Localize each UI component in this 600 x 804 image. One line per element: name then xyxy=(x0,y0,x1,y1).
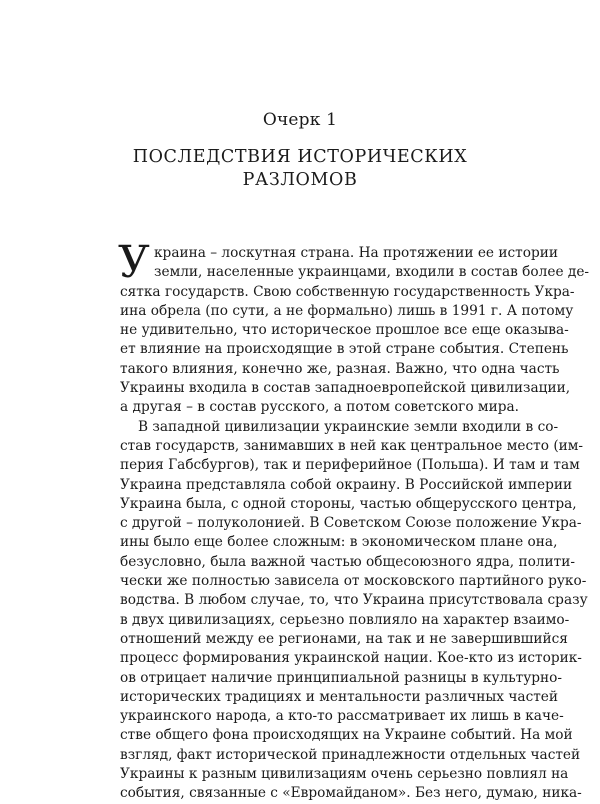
body-text xyxy=(118,237,590,804)
text-line: события, связанные с «Евромайданом». Без него, думаю, ника- xyxy=(120,785,582,802)
text-line: В западной цивилизации украинские земли входили в со- xyxy=(138,418,559,435)
text-line: Украина была, с одной стороны, частью общерусского центра, xyxy=(120,495,577,512)
text-line: не удивительно, что историческое прошлое все еще оказыва- xyxy=(120,322,569,339)
text-line: Украины к разным цивилизациям очень серьезно повлиял на xyxy=(120,766,569,783)
text-line: стве общего фона происходящих на Украине событий. На мой xyxy=(120,727,573,744)
text-line: земли, населенные украинцами, входили в состав более де- xyxy=(154,264,590,281)
first-paragraph-start xyxy=(118,237,590,288)
essay-label: Очерк 1 xyxy=(262,110,338,130)
text-line: отношений между ее регионами, на так и не завершившийся xyxy=(120,630,568,647)
text-line: процесс формирования украинской нации. Кое-кто из историк- xyxy=(120,650,582,667)
text-line: безусловно, была важной частью общесоюзного ядра, полити- xyxy=(120,553,575,570)
text-line: взгляд, факт исторической принадлежности отдельных частей xyxy=(120,746,581,763)
text-line: сятка государств. Свою собственную государственность Укра- xyxy=(120,283,575,300)
text-line: водства. В любом случае, то, что Украина присутствовала сразу xyxy=(120,592,588,609)
text-line: такого влияния, конечно же, разная. Важно, что одна часть xyxy=(120,360,560,377)
chapter-title-line-1: ПОСЛЕДСТВИЯ ИСТОРИЧЕСКИХ xyxy=(132,147,468,167)
text-line: ины было еще более сложным: в экономическом плане она, xyxy=(120,534,558,551)
text-line: перия Габсбургов), так и периферийное (Польша). И там и там xyxy=(120,457,580,474)
chapter-title-line-2: РАЗЛОМОВ xyxy=(242,170,358,190)
text-line: краина – лоскутная страна. На протяжении ее истории xyxy=(154,245,558,261)
text-line: ов отрицает наличие принципиальной разницы в культурно- xyxy=(120,669,563,686)
text-line: Украина представляла собой окраину. В Российской империи xyxy=(120,476,573,493)
text-line: ет влияние на происходящие в этой стране события. Степень xyxy=(120,341,569,358)
text-line: с другой – полуколонией. В Советском Союзе положение Укра- xyxy=(120,515,582,532)
text-line: чески же полностью зависела от московского партийного руко- xyxy=(120,573,587,590)
text-line: в двух цивилизациях, серьезно повлияло на характер взаимо- xyxy=(120,611,570,628)
chapter-title xyxy=(0,146,600,192)
drop-cap: У xyxy=(118,237,150,288)
text-line: став государств, занимавших в ней как центральное место (им- xyxy=(120,437,584,454)
text-line: а другая – в состав русского, а потом советского мира. xyxy=(120,399,519,416)
text-line: Украины входила в состав западноевропейской цивилизации, xyxy=(120,380,571,397)
text-line: украинского народа, а кто-то рассматривает их лишь в каче- xyxy=(120,708,564,725)
text-line: ина обрела (по сути, а не формально) лишь в 1991 г. А потому xyxy=(120,302,574,319)
text-line: исторических традициях и ментальности различных частей xyxy=(120,688,559,705)
